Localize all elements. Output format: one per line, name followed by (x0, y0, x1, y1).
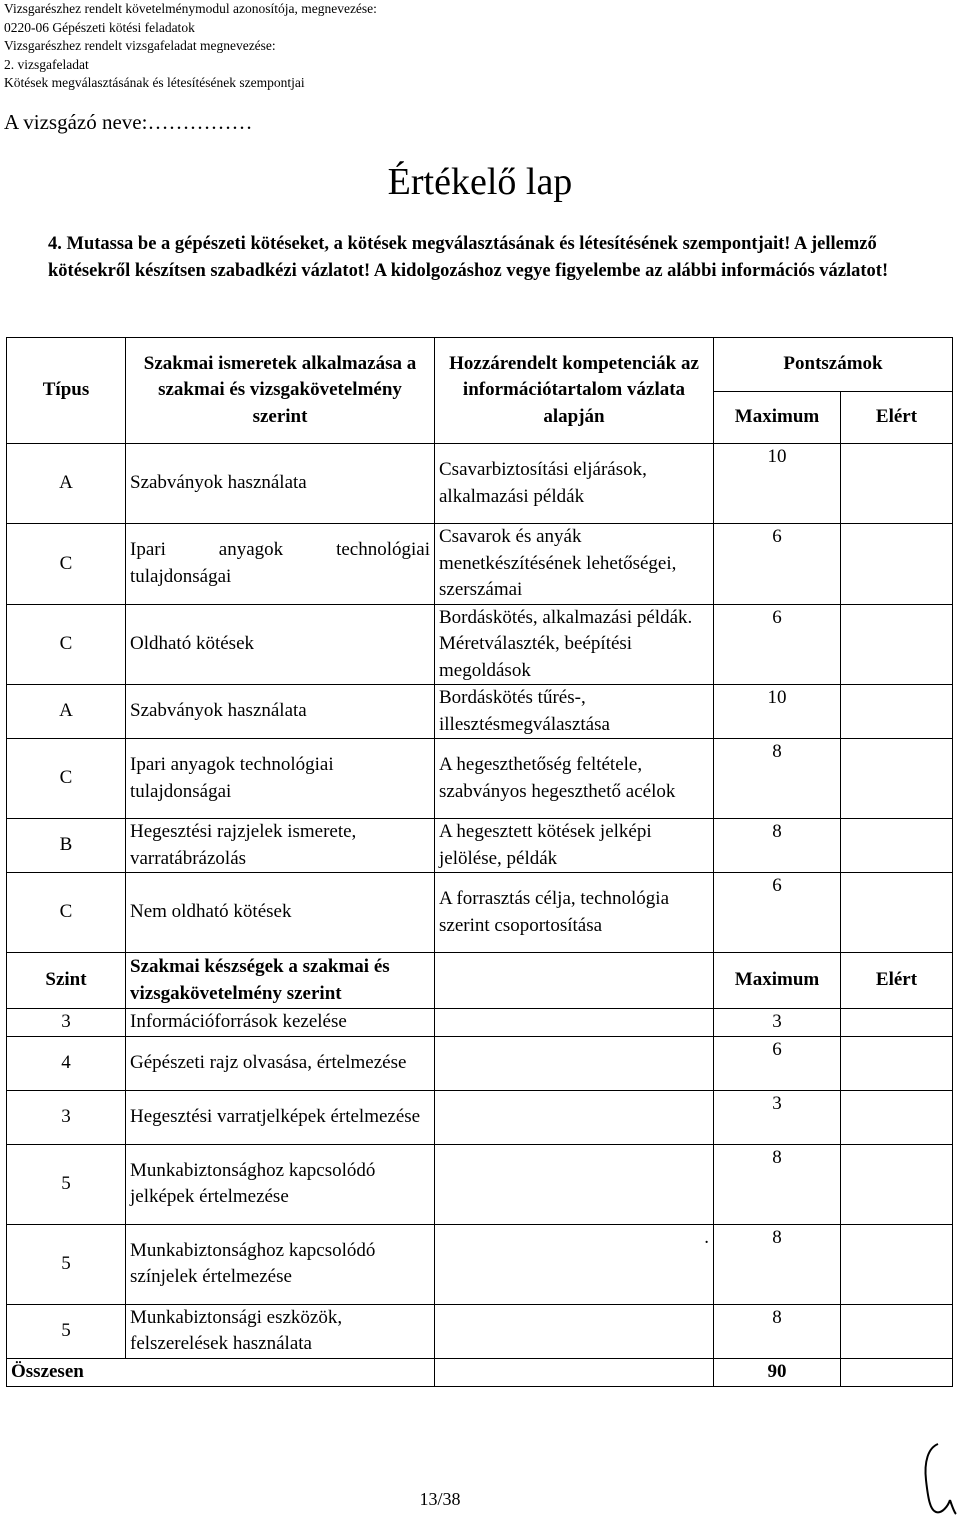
skill-max-cell: 6 (714, 1036, 841, 1090)
table-row (7, 524, 953, 605)
header-line: Vizsgarészhez rendelt vizsgafeladat megnevezése: (4, 38, 276, 53)
competency-cell: A forrasztás célja, technológia szerint csoportosítása (435, 873, 714, 953)
note-cell (435, 1090, 714, 1144)
competency-cell: Bordáskötés, alkalmazási példák. Méretválaszték, beépítési megoldások (435, 604, 714, 685)
col-header-knowledge: Szakmai ismeretek alkalmazása a szakmai és vizsgakövetelmény szerint (126, 338, 435, 444)
achieved-cell (841, 739, 953, 819)
skill-max-cell: 8 (714, 1304, 841, 1358)
skill-cell: Gépészeti rajz olvasása, értelmezése (126, 1036, 435, 1090)
table-row (7, 444, 953, 524)
table-row (7, 1090, 953, 1144)
max-cell: 8 (714, 739, 841, 819)
competency-cell: A hegesztett kötések jelképi jelölése, példák (435, 819, 714, 873)
skill-max-cell: 8 (714, 1144, 841, 1224)
table-row (7, 685, 953, 739)
competency-cell: A hegeszthetőség feltétele, szabványos hegeszthető acélok (435, 739, 714, 819)
note-cell: . (435, 1224, 714, 1304)
achieved-cell (841, 604, 953, 685)
skill-achieved-cell (841, 1224, 953, 1304)
skill-achieved-cell (841, 1304, 953, 1358)
level-cell: 5 (7, 1144, 126, 1224)
header-line: 0220-06 Gépészeti kötési feladatok (4, 19, 195, 35)
max-cell: 6 (714, 604, 841, 685)
skill-max-cell: 8 (714, 1224, 841, 1304)
type-cell: C (7, 873, 126, 953)
level-cell: 3 (7, 1090, 126, 1144)
achieved-cell (841, 819, 953, 873)
type-cell: C (7, 524, 126, 605)
header-line: Vizsgarészhez rendelt követelménymodul azonosítója, megnevezése: (4, 1, 377, 16)
total-value: 90 (714, 1358, 841, 1386)
knowledge-cell: Ipari anyagok technológiai tulajdonságai (126, 524, 435, 605)
evaluation-table (6, 337, 953, 1387)
skill-achieved-cell (841, 1090, 953, 1144)
table-row (7, 873, 953, 953)
page-number: 13/38 (419, 1489, 461, 1509)
competency-cell: Bordáskötés tűrés-, illesztésmegválasztása (435, 685, 714, 739)
col-header-type: Típus (7, 338, 126, 444)
max-cell: 8 (714, 819, 841, 873)
knowledge-cell: Ipari anyagok technológiai tulajdonságai (126, 739, 435, 819)
max-cell: 10 (714, 444, 841, 524)
skill-max-cell: 3 (714, 1090, 841, 1144)
knowledge-cell: Szabványok használata (126, 685, 435, 739)
type-cell: B (7, 819, 126, 873)
handwritten-signature (918, 1440, 958, 1523)
total-row (7, 1358, 953, 1386)
col-header-level: Szint (7, 953, 126, 1009)
col-header-skills-max: Maximum (714, 953, 841, 1009)
note-cell (435, 1009, 714, 1037)
document-header (4, 0, 377, 93)
skill-cell: Információforrások kezelése (126, 1009, 435, 1037)
col-header-points: Pontszámok (714, 338, 953, 392)
max-cell: 6 (714, 524, 841, 605)
level-cell: 5 (7, 1224, 126, 1304)
col-header-max: Maximum (714, 392, 841, 444)
skill-cell: Munkabiztonsághoz kapcsolódó színjelek értelmezése (126, 1224, 435, 1304)
note-cell (435, 1304, 714, 1358)
competency-cell: Csavarbiztosítási eljárások, alkalmazási példák (435, 444, 714, 524)
skill-cell: Munkabiztonsághoz kapcsolódó jelképek értelmezése (126, 1144, 435, 1224)
achieved-cell (841, 444, 953, 524)
table-row (7, 819, 953, 873)
knowledge-cell: Hegesztési rajzjelek ismerete, varratábrázolás (126, 819, 435, 873)
total-label: Összesen (7, 1358, 435, 1386)
type-cell: A (7, 685, 126, 739)
table-row (7, 1144, 953, 1224)
knowledge-cell: Oldható kötések (126, 604, 435, 685)
table-row (7, 1036, 953, 1090)
candidate-name-label: A vizsgázó neve:…………… (4, 110, 253, 134)
header-line: Kötések megválasztásának és létesítésének szempontjai (4, 75, 305, 90)
skill-achieved-cell (841, 1009, 953, 1037)
knowledge-cell: Nem oldható kötések (126, 873, 435, 953)
header-line: 2. vizsgafeladat (4, 56, 89, 72)
achieved-cell (841, 524, 953, 605)
skill-achieved-cell (841, 1144, 953, 1224)
page-title: Értékelő lap (387, 161, 573, 203)
skill-achieved-cell (841, 1036, 953, 1090)
level-cell: 4 (7, 1036, 126, 1090)
knowledge-cell: Szabványok használata (126, 444, 435, 524)
table-row (7, 604, 953, 685)
table-row (7, 1224, 953, 1304)
col-header-achieved: Elért (841, 392, 953, 444)
competency-cell: Csavarok és anyák menetkészítésének lehetőségei, szerszámai (435, 524, 714, 605)
achieved-cell (841, 873, 953, 953)
table-row (7, 739, 953, 819)
skills-header-row (7, 953, 953, 1009)
achieved-cell (841, 685, 953, 739)
level-cell: 3 (7, 1009, 126, 1037)
type-cell: C (7, 739, 126, 819)
max-cell: 10 (714, 685, 841, 739)
table-row (7, 1304, 953, 1358)
col-header-competency: Hozzárendelt kompetenciák az információtartalom vázlata alapján (435, 338, 714, 444)
level-cell: 5 (7, 1304, 126, 1358)
table-row (7, 1009, 953, 1037)
skill-cell: Munkabiztonsági eszközök, felszerelések használata (126, 1304, 435, 1358)
type-cell: A (7, 444, 126, 524)
note-cell (435, 1144, 714, 1224)
skill-cell: Hegesztési varratjelképek értelmezése (126, 1090, 435, 1144)
type-cell: C (7, 604, 126, 685)
col-header-skills: Szakmai készségek a szakmai és vizsgakövetelmény szerint (126, 953, 435, 1009)
task-description: 4. Mutassa be a gépészeti kötéseket, a kötések megválasztásának és létesítésének szempontjait! A jellemző kötésekről készítsen szabadkézi vázlatot! A kidolgozáshoz vegye figyelembe az alábbi információs vázlatot! (48, 234, 889, 281)
note-cell (435, 1036, 714, 1090)
total-achieved-cell (841, 1358, 953, 1386)
col-header-skills-achieved: Elért (841, 953, 953, 1009)
skill-max-cell: 3 (714, 1009, 841, 1037)
max-cell: 6 (714, 873, 841, 953)
